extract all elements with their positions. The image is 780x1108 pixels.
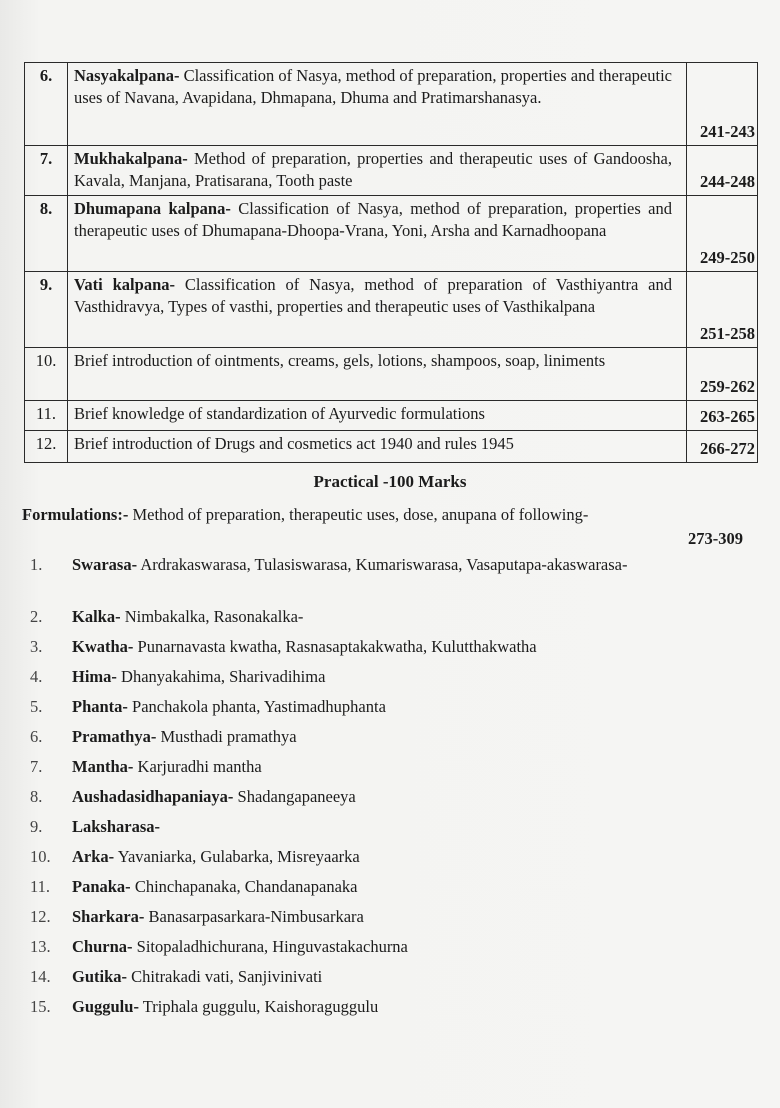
- row-pages: 259-262: [687, 348, 758, 401]
- item-text: [72, 996, 672, 1018]
- item-title: Sharkara-: [72, 907, 145, 926]
- row-title: Vati kalpana-: [74, 275, 175, 294]
- item-number: 1.: [30, 555, 43, 574]
- row-number: 9.: [25, 272, 68, 348]
- item-number: 8.: [30, 787, 43, 806]
- row-text: Brief knowledge of standardization of Ayurvedic formulations: [74, 404, 485, 423]
- list-item: [0, 726, 780, 756]
- row-pages: 241-243: [687, 63, 758, 146]
- row-description: [68, 431, 687, 463]
- row-text: Classification of Nasya, method of preparation of Vasthiyantra and Vasthidravya, Types of vasthi, properties and therapeutic uses of Vasthikalpana: [74, 275, 673, 316]
- item-number: 15.: [30, 997, 51, 1016]
- item-title: Panaka-: [72, 877, 131, 896]
- formulation-list: [0, 554, 780, 1026]
- row-description: [68, 401, 687, 431]
- table-row: [25, 401, 758, 431]
- list-item: [0, 666, 780, 696]
- item-number: 5.: [30, 697, 43, 716]
- item-desc: Banasarpasarkara-Nimbusarkara: [148, 907, 364, 926]
- item-title: Laksharasa-: [72, 817, 161, 836]
- row-description: [68, 196, 687, 272]
- row-number: 7.: [25, 146, 68, 196]
- item-title: Pramathya-: [72, 727, 157, 746]
- item-number: 12.: [30, 907, 51, 926]
- item-desc: Chinchapanaka, Chandanapanaka: [134, 877, 358, 896]
- item-title: Arka-: [72, 847, 115, 866]
- list-item: [0, 756, 780, 786]
- table-row: [25, 431, 758, 463]
- row-pages: 244-248: [687, 146, 758, 196]
- row-number: 6.: [25, 63, 68, 146]
- item-text: [72, 846, 672, 868]
- row-text: Classification of Nasya, method of preparation, properties and therapeutic uses of Navana, Avapidana, Dhmapana, Dhuma and Pratimarshanasya.: [74, 66, 672, 107]
- row-title: Dhumapana kalpana-: [74, 199, 231, 218]
- list-item: [0, 936, 780, 966]
- table-row: [25, 196, 758, 272]
- formulations-text: Method of preparation, therapeutic uses, dose, anupana of following-: [132, 505, 589, 524]
- row-text: Method of preparation, properties and therapeutic uses of Gandoosha, Kavala, Manjana, Pratisarana, Tooth paste: [74, 149, 673, 190]
- item-text: [72, 816, 672, 838]
- item-title: Churna-: [72, 937, 133, 956]
- list-item: [0, 906, 780, 936]
- item-desc: Triphala guggulu, Kaishoraguggulu: [142, 997, 379, 1016]
- item-number: 4.: [30, 667, 43, 686]
- item-text: [72, 636, 672, 658]
- item-number: 7.: [30, 757, 43, 776]
- item-desc: Panchakola phanta, Yastimadhuphanta: [132, 697, 386, 716]
- item-title: Gutika-: [72, 967, 128, 986]
- practical-heading: Practical -100 Marks: [313, 472, 467, 491]
- item-desc: Shadangapaneeya: [237, 787, 356, 806]
- formulations-label: Formulations:-: [22, 505, 129, 524]
- item-number: 9.: [30, 817, 43, 836]
- item-number: 6.: [30, 727, 43, 746]
- row-pages: 263-265: [687, 401, 758, 431]
- item-text: [72, 786, 672, 808]
- item-text: [72, 876, 672, 898]
- list-item: [0, 786, 780, 816]
- item-title: Kwatha-: [72, 637, 134, 656]
- item-number: 11.: [30, 877, 51, 896]
- list-item: [0, 554, 780, 606]
- item-text: [72, 606, 672, 628]
- item-number: 2.: [30, 607, 43, 626]
- row-description: [68, 348, 687, 401]
- list-item: [0, 606, 780, 636]
- row-number: 11.: [25, 401, 68, 431]
- formulations-intro: [22, 504, 743, 548]
- row-number: 8.: [25, 196, 68, 272]
- table-row: [25, 63, 758, 146]
- row-pages: 266-272: [687, 431, 758, 463]
- practical-pages: 273-309: [688, 529, 743, 548]
- row-pages: 251-258: [687, 272, 758, 348]
- item-text: [72, 756, 672, 778]
- row-number: 12.: [25, 431, 68, 463]
- item-number: 13.: [30, 937, 51, 956]
- item-title: Guggulu-: [72, 997, 139, 1016]
- item-desc: Chitrakadi vati, Sanjivinivati: [131, 967, 323, 986]
- syllabus-table: [24, 62, 758, 463]
- table-row: [25, 146, 758, 196]
- list-item: [0, 876, 780, 906]
- item-text: [72, 936, 672, 958]
- list-item: [0, 636, 780, 666]
- list-item: [0, 816, 780, 846]
- item-text: [72, 666, 672, 688]
- item-desc: Dhanyakahima, Sharivadihima: [121, 667, 326, 686]
- item-title: Aushadasidhapaniaya-: [72, 787, 234, 806]
- list-item: [0, 996, 780, 1026]
- item-text: [72, 554, 672, 576]
- list-item: [0, 696, 780, 726]
- row-description: [68, 63, 687, 146]
- item-desc: Punarnavasta kwatha, Rasnasaptakakwatha, Kulutthakwatha: [137, 637, 537, 656]
- item-desc: Sitopaladhichurana, Hinguvastakachurna: [136, 937, 408, 956]
- row-title: Mukhakalpana-: [74, 149, 188, 168]
- item-desc: Karjuradhi mantha: [137, 757, 262, 776]
- row-title: Nasyakalpana-: [74, 66, 180, 85]
- item-text: [72, 906, 672, 928]
- list-item: [0, 846, 780, 876]
- row-description: [68, 146, 687, 196]
- item-title: Hima-: [72, 667, 117, 686]
- row-number: 10.: [25, 348, 68, 401]
- item-desc: Ardrakaswarasa, Tulasiswarasa, Kumariswarasa, Vasaputapa-akaswarasa-: [140, 555, 628, 574]
- item-title: Mantha-: [72, 757, 134, 776]
- item-title: Kalka-: [72, 607, 121, 626]
- item-number: 3.: [30, 637, 43, 656]
- item-title: Phanta-: [72, 697, 128, 716]
- row-text: Brief introduction of ointments, creams, gels, lotions, shampoos, soap, liniments: [74, 351, 606, 370]
- list-item: [0, 966, 780, 996]
- item-text: [72, 726, 672, 748]
- item-number: 10.: [30, 847, 51, 866]
- item-desc: Nimbakalka, Rasonakalka-: [124, 607, 304, 626]
- item-title: Swarasa-: [72, 555, 138, 574]
- item-number: 14.: [30, 967, 51, 986]
- row-pages: 249-250: [687, 196, 758, 272]
- item-desc: Musthadi pramathya: [160, 727, 297, 746]
- table-row: [25, 348, 758, 401]
- row-description: [68, 272, 687, 348]
- row-text: Brief introduction of Drugs and cosmetics act 1940 and rules 1945: [74, 434, 514, 453]
- item-text: [72, 696, 672, 718]
- item-desc: Yavaniarka, Gulabarka, Misreyaarka: [117, 847, 360, 866]
- table-row: [25, 272, 758, 348]
- row-text: Classification of Nasya, method of preparation, properties and therapeutic uses of Dhumapana-Dhoopa-Vrana, Yoni, Arsha and Karnadhoopana: [74, 199, 672, 240]
- item-text: [72, 966, 672, 988]
